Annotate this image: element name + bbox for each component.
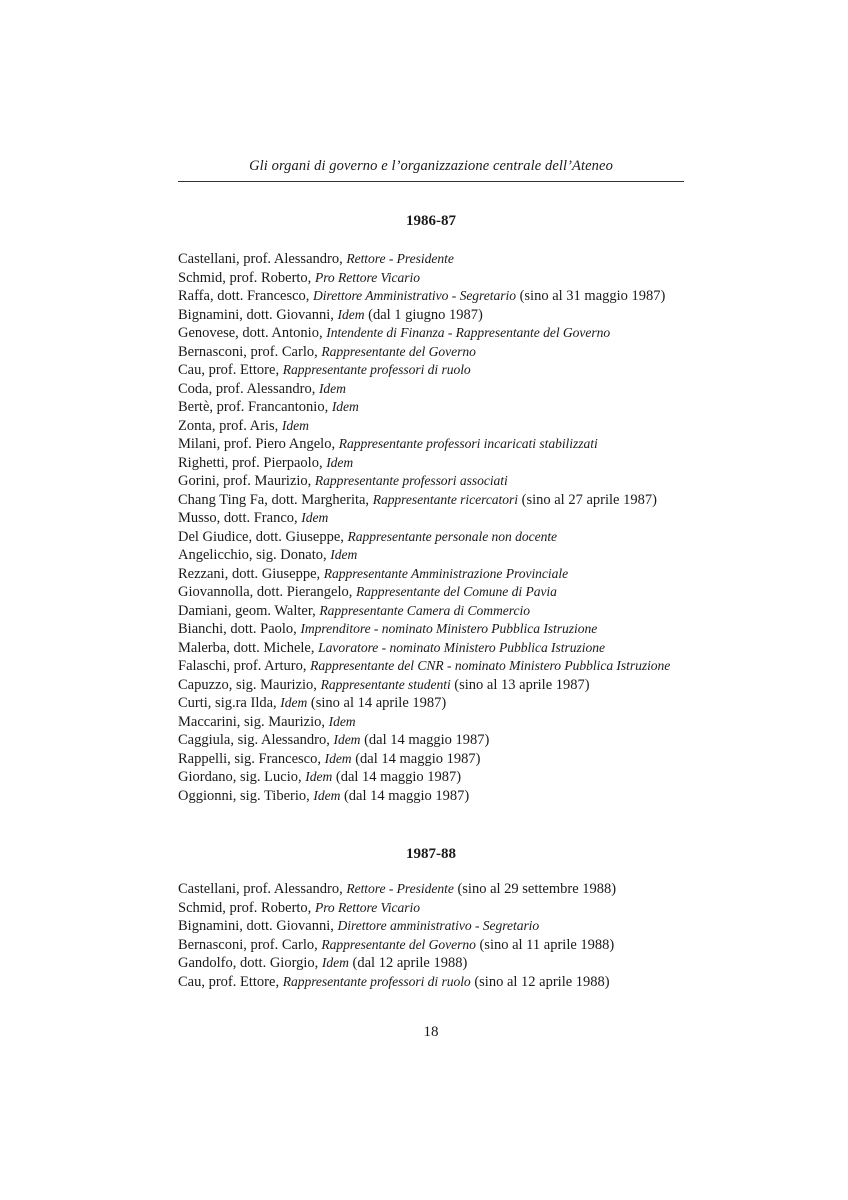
- list-item: [178, 768, 708, 787]
- list-item: [178, 750, 708, 769]
- list-item: [178, 676, 708, 695]
- entry-role: Idem: [313, 787, 341, 803]
- entry-role: Idem: [333, 732, 361, 747]
- list-item: [178, 657, 708, 676]
- entry-role: Idem: [330, 547, 358, 562]
- entry-name: Zonta, prof. Aris,: [178, 417, 282, 434]
- entry-note: (dal 14 maggio 1987): [360, 732, 490, 748]
- entry-role: Rappresentante professori di ruolo: [282, 973, 471, 989]
- entry-note: (sino al 13 aprile 1987): [450, 676, 590, 693]
- list-item: [178, 417, 708, 436]
- entry-role: Direttore Amministrativo - Segretario: [313, 288, 516, 303]
- entry-note: (sino al 11 aprile 1988): [475, 936, 615, 953]
- entry-role: Intendente di Finanza - Rappresentante del Governo: [326, 325, 611, 340]
- entry-role: Idem: [280, 695, 308, 710]
- entry-name: Raffa, dott. Francesco,: [178, 288, 314, 304]
- list-item: [178, 269, 708, 288]
- entry-note: (dal 1 giugno 1987): [364, 306, 483, 323]
- entry-name: Cau, prof. Ettore,: [178, 362, 283, 378]
- entry-name: Giordano, sig. Lucio,: [178, 769, 306, 785]
- entry-name: Oggionni, sig. Tiberio,: [178, 787, 314, 804]
- entry-role: Rappresentante ricercatori: [372, 491, 518, 507]
- entry-role: Rappresentante del Governo: [321, 936, 476, 952]
- entry-role: Idem: [305, 769, 333, 784]
- entry-role: Idem: [281, 417, 309, 433]
- entry-name: Caggiula, sig. Alessandro,: [178, 732, 334, 748]
- entry-note: (dal 12 aprile 1988): [348, 955, 468, 971]
- entry-role: Idem: [321, 955, 349, 970]
- list-item: [178, 899, 708, 918]
- entry-name: Damiani, geom. Walter,: [178, 602, 320, 619]
- entry-role: Rappresentante professori di ruolo: [282, 362, 471, 377]
- list-item: [178, 565, 708, 584]
- entry-role: Rappresentante professori associati: [314, 473, 508, 488]
- list-item: [178, 546, 708, 565]
- entry-name: Malerba, dott. Michele,: [178, 639, 319, 656]
- list-item: [178, 880, 708, 899]
- list-item: [178, 639, 708, 658]
- entry-role: Pro Rettore Vicario: [314, 899, 420, 915]
- list-item: [178, 435, 708, 454]
- entry-name: Bernasconi, prof. Carlo,: [178, 936, 322, 953]
- entry-note: (sino al 29 settembre 1988): [453, 881, 617, 897]
- entry-role: Idem: [331, 399, 359, 414]
- list-item: [178, 324, 708, 343]
- section-title: 1987-88: [406, 846, 456, 862]
- list-item: [178, 602, 708, 621]
- entry-list: [178, 250, 708, 805]
- entry-name: Musso, dott. Franco,: [178, 510, 302, 526]
- entry-role: Rettore - Presidente: [346, 881, 454, 896]
- entry-name: Chang Ting Fa, dott. Margherita,: [178, 491, 373, 508]
- list-item: [178, 472, 708, 491]
- entry-role: Rappresentante personale non docente: [347, 528, 558, 544]
- entry-name: Del Giudice, dott. Giuseppe,: [178, 528, 348, 545]
- entry-name: Castellani, prof. Alessandro,: [178, 251, 347, 267]
- list-item: [178, 343, 708, 362]
- running-head: Gli organi di governo e l’organizzazione centrale dell’Ateneo: [249, 158, 613, 174]
- entry-name: Schmid, prof. Roberto,: [178, 269, 315, 286]
- entry-role: Imprenditore - nominato Ministero Pubblica Istruzione: [300, 621, 598, 636]
- list-item: [178, 509, 708, 528]
- entry-role: Rappresentante del Governo: [321, 343, 476, 359]
- list-item: [178, 731, 708, 750]
- header-rule: [178, 181, 684, 182]
- list-item: [178, 954, 708, 973]
- list-item: [178, 713, 708, 732]
- list-item: [178, 528, 708, 547]
- entry-name: Curti, sig.ra Ilda,: [178, 695, 281, 711]
- entry-note: (dal 14 maggio 1987): [340, 787, 470, 804]
- entry-name: Bertè, prof. Francantonio,: [178, 399, 332, 415]
- list-item: [178, 787, 708, 806]
- list-item: [178, 620, 708, 639]
- list-item: [178, 306, 708, 325]
- entry-role: Rappresentante del CNR - nominato Ministero Pubblica Istruzione: [310, 658, 671, 673]
- entry-role: Idem: [324, 750, 352, 766]
- entry-name: Capuzzo, sig. Maurizio,: [178, 676, 321, 693]
- entry-role: Rettore - Presidente: [346, 251, 454, 266]
- entry-role: Direttore amministrativo - Segretario: [337, 918, 540, 933]
- entry-name: Bianchi, dott. Paolo,: [178, 621, 301, 637]
- entry-note: (sino al 27 aprile 1987): [518, 491, 657, 508]
- entry-name: Bernasconi, prof. Carlo,: [178, 343, 322, 360]
- list-item: [178, 380, 708, 399]
- entry-name: Bignamini, dott. Giovanni,: [178, 918, 338, 934]
- entry-name: Angelicchio, sig. Donato,: [178, 547, 331, 563]
- list-item: [178, 973, 708, 992]
- entry-name: Giovannolla, dott. Pierangelo,: [178, 584, 356, 600]
- list-item: [178, 361, 708, 380]
- section-title: 1986-87: [406, 213, 456, 229]
- entry-name: Rappelli, sig. Francesco,: [178, 750, 325, 767]
- list-item: [178, 694, 708, 713]
- list-item: [178, 583, 708, 602]
- list-item: [178, 491, 708, 510]
- entry-role: Rappresentante professori incaricati stabilizzati: [338, 436, 598, 451]
- entry-name: Falaschi, prof. Arturo,: [178, 658, 311, 674]
- entry-name: Gorini, prof. Maurizio,: [178, 473, 315, 489]
- entry-role: Pro Rettore Vicario: [314, 269, 420, 285]
- list-item: [178, 936, 708, 955]
- entry-name: Maccarini, sig. Maurizio,: [178, 713, 329, 730]
- entry-role: Rappresentante Camera di Commercio: [319, 602, 530, 618]
- entry-note: (dal 14 maggio 1987): [351, 750, 481, 767]
- entry-name: Cau, prof. Ettore,: [178, 973, 283, 990]
- entry-note: (sino al 12 aprile 1988): [470, 973, 610, 990]
- list-item: [178, 917, 708, 936]
- entry-note: (sino al 14 aprile 1987): [307, 695, 447, 711]
- page-number: 18: [423, 1024, 439, 1040]
- entry-name: Gandolfo, dott. Giorgio,: [178, 955, 322, 971]
- entry-note: (dal 14 maggio 1987): [332, 769, 462, 785]
- entry-name: Milani, prof. Piero Angelo,: [178, 436, 339, 452]
- list-item: [178, 398, 708, 417]
- list-item: [178, 287, 708, 306]
- entry-role: Idem: [318, 380, 346, 396]
- entry-role: Rappresentante studenti: [320, 676, 451, 692]
- entry-name: Bignamini, dott. Giovanni,: [178, 306, 338, 323]
- entry-role: Idem: [301, 510, 329, 525]
- list-item: [178, 454, 708, 473]
- entry-role: Rappresentante del Comune di Pavia: [356, 584, 557, 599]
- entry-name: Castellani, prof. Alessandro,: [178, 881, 347, 897]
- entry-role: Lavoratore - nominato Ministero Pubblica Istruzione: [318, 639, 605, 655]
- entry-name: Rezzani, dott. Giuseppe,: [178, 565, 324, 582]
- entry-role: Idem: [337, 306, 365, 322]
- entry-name: Righetti, prof. Pierpaolo,: [178, 454, 327, 471]
- entry-name: Schmid, prof. Roberto,: [178, 899, 315, 916]
- entry-list: [178, 880, 708, 991]
- entry-role: Idem: [328, 713, 356, 729]
- entry-name: Genovese, dott. Antonio,: [178, 325, 327, 341]
- list-item: [178, 250, 708, 269]
- entry-note: (sino al 31 maggio 1987): [515, 288, 666, 304]
- entry-name: Coda, prof. Alessandro,: [178, 380, 319, 397]
- entry-role: Idem: [326, 454, 354, 470]
- entry-role: Rappresentante Amministrazione Provinciale: [323, 565, 569, 581]
